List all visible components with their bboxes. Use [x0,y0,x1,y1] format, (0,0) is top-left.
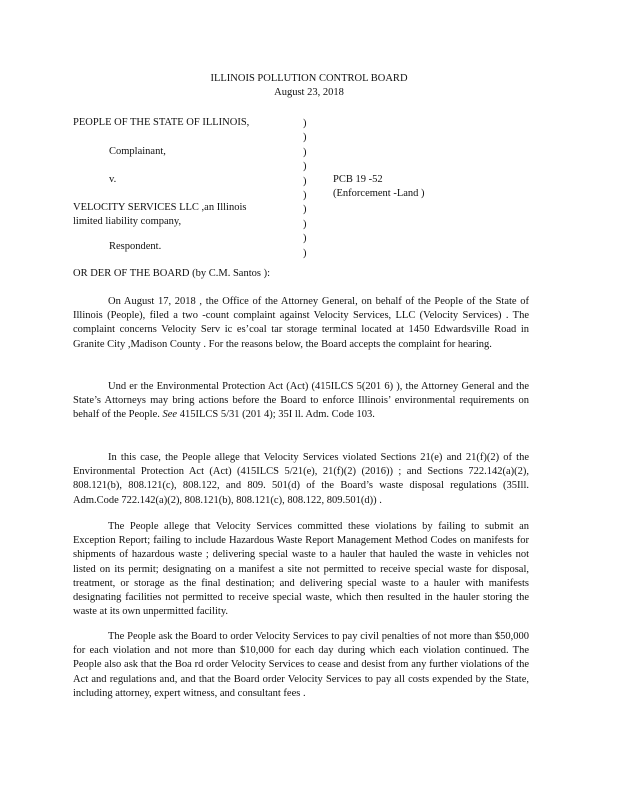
order-date: August 23, 2018 [274,87,344,98]
paragraph-alleged-violations: In this case, the People allege that Velocity Services violated Sections 21(e) and 21(f)(2) of the Environmental Protection Act (Act) (415ILCS 5/21(e), 21(f)(2) (2016)) ; and Sections 722.142(a)(2), 808.121(b), 808.121(c), 808.122, and 809. 501(d) of the Board’s waste disposal regulations (35Ill. Adm.Code 722.142(a)(2), 808.121(b), 808.121(c), 808.122, 809.501(d)) . [73,452,529,506]
caption-paren: ) [303,132,307,144]
caption-paren: ) [303,161,307,173]
caption-paren: ) [303,146,307,158]
respondent-name-line1: VELOCITY SERVICES LLC ,an Illinois [73,202,247,213]
caption-paren: ) [303,247,307,259]
caption-parentheses [303,117,307,261]
case-number: PCB 19 -52 [333,174,383,185]
caption-paren: ) [303,233,307,245]
caption-paren: ) [303,190,307,202]
complainant-role: Complainant, [109,146,166,157]
caption-paren: ) [303,118,307,129]
caption-paren: ) [303,175,307,187]
citation-signal: See [162,409,178,421]
agency-title: ILLINOIS POLLUTION CONTROL BOARD [210,73,408,84]
authority-text: Und er the Environmental Protection Act (Act) (415ILCS 5(201 6) ), the Attorney General and the State’s Attorneys may bring actions before the Board to enforce Illinois’ environmental requirements on behalf of the People. [73,381,529,421]
paragraph-relief-requested: The People ask the Board to order Velocity Services to pay civil penalties of not more than $50,000 for each violation and not more than $10,000 for each day during which each violation continued. The People also ask that the Boa rd order Velocity Services to cease and desist from any further violations of the Act and regulations and, and that the Board order Velocity Services to pay all costs expended by the State, including attorney, expert witness, and consultant fees . [73,631,529,699]
complainant-name: PEOPLE OF THE STATE OF ILLINOIS, [73,117,250,128]
paragraph-authority [73,380,529,423]
caption-paren: ) [303,218,307,230]
versus-label: v. [109,174,117,185]
order-heading: OR DER OF THE BOARD (by C.M. Santos ): [73,268,270,279]
paragraph-allegations-detail: The People allege that Velocity Services committed these violations by failing to submit an Exception Report; failing to include Hazardous Waste Report Management Method Codes on manifests for shipments of hazardous waste ; delivering special waste to a hauler that hauled the waste in vehicles not listed on its permit; designating on a manifest a site not permitted to receive special waste for disposal, treatment, or storage as the final destination; and delivering special waste to a hauler with manifests designating facilities not permitted to receive special waste, which then resulted in the hauler storing the waste at its own unpermitted facility. [73,521,529,618]
respondent-role: Respondent. [109,241,162,252]
paragraph-complaint-filed: On August 17, 2018 , the Office of the Attorney General, on behalf of the People of the State of Illinois (People), filed a two -count complaint against Velocity Services, LLC (Velocity Services) . The complaint concerns Velocity Serv ic es’coal tar storage terminal located at 1450 Edwardsville Road in Granite City ,Madison County . For the reasons below, the Board accepts the complaint for hearing. [73,296,529,350]
citation-text: 415ILCS 5/31 (201 4); 35I ll. Adm. Code 103. [179,409,375,421]
caption-paren: ) [303,204,307,216]
case-type: (Enforcement -Land ) [333,188,425,199]
respondent-name-line2: limited liability company, [73,216,182,227]
